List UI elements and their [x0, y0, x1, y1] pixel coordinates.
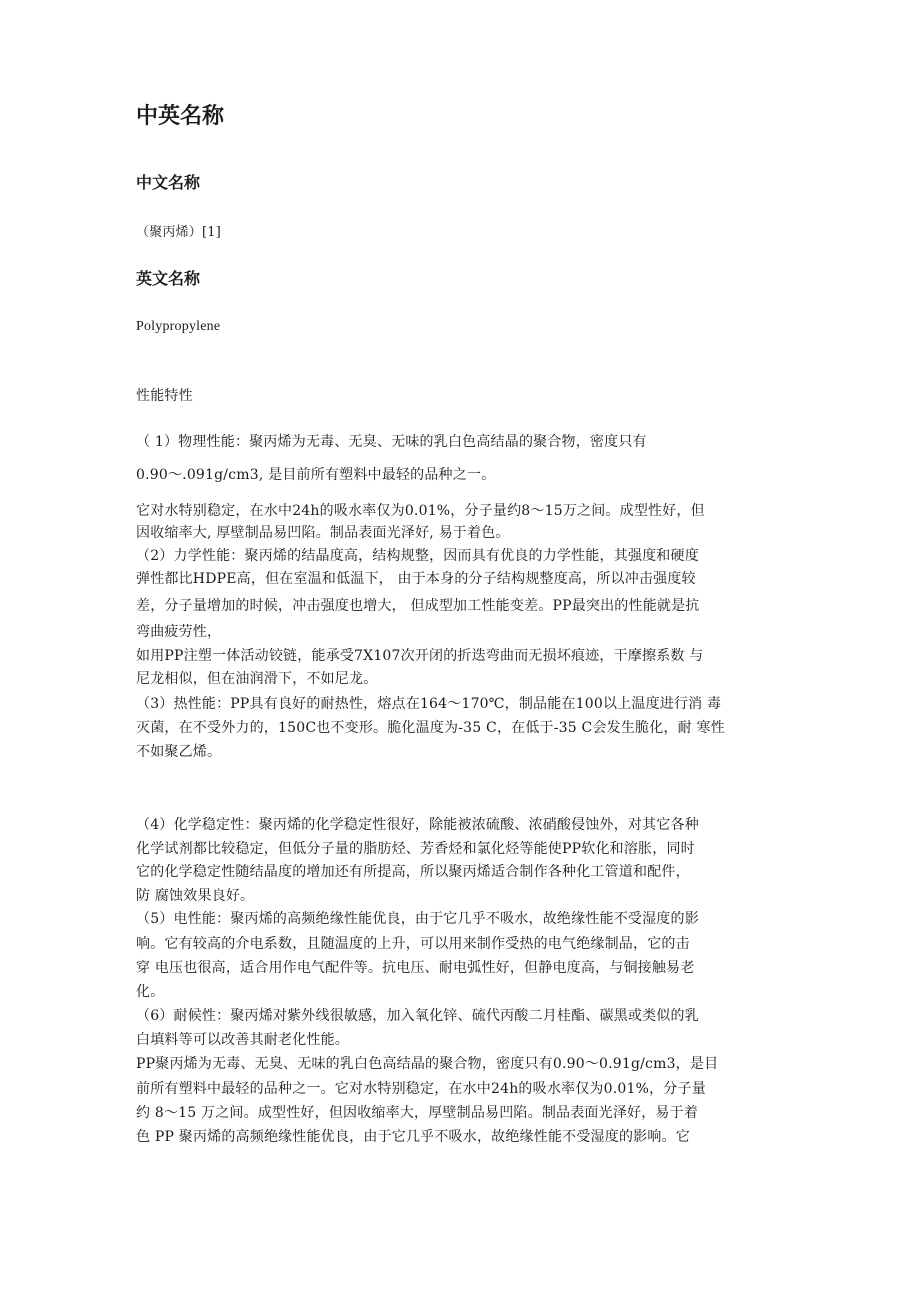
paragraph-line: 色 PP 聚丙烯的高频绝缘性能优良，由于它几乎不吸水，故绝缘性能不受湿度的影响。它 [136, 1129, 690, 1145]
paragraph-line: 化。 [136, 984, 165, 1000]
paragraph-line: 弹性都比HDPE高，但在室温和低温下， 由于本身的分子结构规整度高，所以冲击强度较 [136, 571, 696, 587]
paragraph-line: （6）耐候性：聚丙烯对紫外线很敏感，加入氧化锌、硫代丙酸二月桂酯、碳黑或类似的乳 [136, 1008, 699, 1024]
english-name-text: Polypropylene [136, 319, 221, 334]
paragraph-line: 因收缩率大, 厚壁制品易凹陷。制品表面光泽好, 易于着色。 [136, 525, 510, 541]
paragraph-line: 响。它有较高的介电系数，且随温度的上升，可以用来制作受热的电气绝缘制品，它的击 [136, 936, 690, 952]
properties-heading: 性能特性 [136, 388, 193, 404]
paragraph-line: PP聚丙烯为无毒、无臭、无味的乳白色高结晶的聚合物，密度只有0.90〜0.91g/cm3，是目 [136, 1056, 719, 1072]
section-heading-chinese-name: 中文名称 [136, 173, 201, 192]
paragraph-line: 白填料等可以改善其耐老化性能。 [136, 1032, 349, 1048]
paragraph-line: （4）化学稳定性：聚丙烯的化学稳定性很好，除能被浓硫酸、浓硝酸侵蚀外，对其它各种 [136, 817, 699, 833]
paragraph-line: 它的化学稳定性随结晶度的增加还有所提高，所以聚丙烯适合制作各种化工管道和配件， [136, 864, 690, 880]
paragraph-line: （ 1）物理性能：聚丙烯为无毒、无臭、无味的乳白色高结晶的聚合物，密度只有 [136, 434, 647, 450]
paragraph-line: 约 8〜15 万之间。成型性好，但因收缩率大，厚壁制品易凹陷。制品表面光泽好，易于着 [136, 1105, 699, 1121]
paragraph-line: 化学试剂都比较稳定，但低分子量的脂肪烃、芳香烃和氯化烃等能使PP软化和溶胀，同时 [136, 841, 695, 857]
paragraph-line: 穿 电压也很高，适合用作电气配件等。抗电压、耐电弧性好，但静电度高，与铜接触易老 [136, 960, 695, 976]
paragraph-line: 如用PP注塑一体活动铰链，能承受7X107次开闭的折迭弯曲而无损坏痕迹，干摩擦系数 与 [136, 648, 704, 664]
paragraph-line: 灭菌，在不受外力的，150C也不变形。脆化温度为-35 C，在低于-35 C会发生脆化，耐 寒性 [136, 720, 725, 736]
paragraph-line: （2）力学性能：聚丙烯的结晶度高，结构规整，因而具有优良的力学性能，其强度和硬度 [136, 548, 699, 564]
paragraph-line: 尼龙相似，但在油润滑下，不如尼龙。 [136, 671, 378, 687]
paragraph-line: 差，分子量增加的时候，冲击强度也增大， 但成型加工性能变差。PP最突出的性能就是抗 [136, 598, 700, 614]
paragraph-line: （3）热性能：PP具有良好的耐热性，熔点在164〜170℃，制品能在100以上温度进行消 毒 [136, 696, 722, 712]
page-title: 中英名称 [136, 104, 225, 129]
paragraph-line: 它对水特别稳定，在水中24h的吸水率仅为0.01%，分子量约8〜15万之间。成型性好，但 [136, 503, 705, 519]
paragraph-line: 弯曲疲劳性， [136, 624, 222, 640]
section-heading-english-name: 英文名称 [136, 269, 201, 288]
paragraph-line: 0.90〜.091g/cm3, 是目前所有塑料中最轻的品种之一。 [136, 467, 496, 483]
paragraph-line: （5）电性能：聚丙烯的高频绝缘性能优良，由于它几乎不吸水，故绝缘性能不受湿度的影 [136, 911, 699, 927]
paragraph-line: 不如聚乙烯。 [136, 744, 222, 760]
chinese-name-text: （聚丙烯）[1] [136, 225, 222, 240]
paragraph-line: 前所有塑料中最轻的品种之一。它对水特别稳定，在水中24h的吸水率仅为0.01%，分子量 [136, 1081, 706, 1097]
paragraph-line: 防 腐蚀效果良好。 [136, 888, 255, 904]
